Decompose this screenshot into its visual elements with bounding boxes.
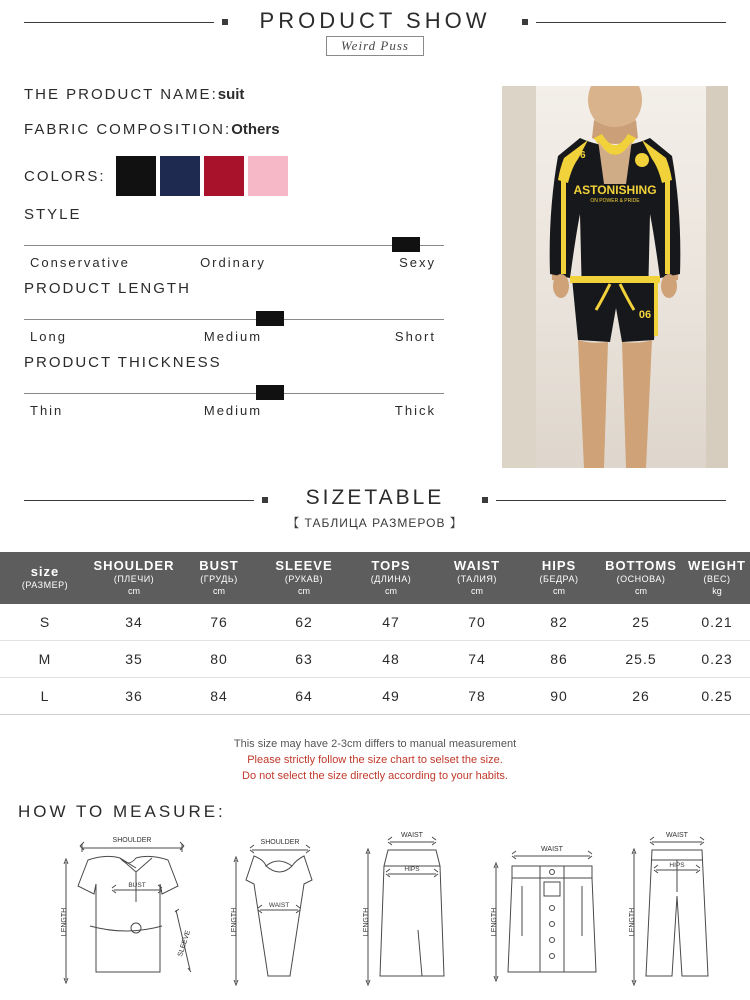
cell-bust: 76 [178,604,260,641]
col-bust-ru: (ГРУДЬ) [200,574,238,585]
cell-sleeve: 62 [260,604,348,641]
svg-text:WAIST: WAIST [268,902,290,909]
cell-bust: 84 [178,677,260,714]
fabric-value: Others [231,121,280,138]
col-hips [520,552,598,604]
col-hips-unit: cm [553,585,565,596]
how-to-measure-figures [0,826,750,998]
measure-figure-shirt [52,826,202,996]
color-swatch-pink[interactable] [248,156,288,196]
color-swatch-black[interactable] [116,156,156,196]
cell-sleeve: 64 [260,677,348,714]
product-spec-list [24,86,494,428]
col-size-ru: (РАЗМЕР) [21,579,69,590]
svg-text:ASTONISHING: ASTONISHING [573,183,657,197]
cell-size: M [0,640,90,677]
style-scale-bar [24,227,444,253]
length-option-0[interactable]: Long [30,329,67,344]
length-option-1[interactable]: Medium [203,329,263,344]
col-bust-unit: cm [213,585,225,596]
svg-text:ON POWER & PRIDE: ON POWER & PRIDE [590,198,640,204]
col-weight-ru: (ВЕС) [703,574,731,585]
col-weight [684,552,750,604]
cell-shoulder: 35 [90,640,178,677]
page-header [0,0,750,66]
col-shoulder-ru: (ПЛЕЧИ) [113,574,155,585]
cell-hips: 90 [520,677,598,714]
cell-weight: 0.25 [684,677,750,714]
color-swatch-red[interactable] [204,156,244,196]
col-shoulder [90,552,178,604]
model-illustration [502,86,728,468]
page-title: PRODUCT SHOW [259,8,491,33]
style-option-0[interactable]: Conservative [30,255,130,270]
cell-weight: 0.23 [684,640,750,677]
length-option-2[interactable]: Short [394,329,436,344]
cell-shoulder: 34 [90,604,178,641]
length-scale-line [24,319,444,320]
col-waist [434,552,520,604]
table-row [0,640,750,677]
col-waist-unit: cm [471,585,483,596]
note-follow-chart: Please strictly follow the size chart to selset the size. [247,754,503,766]
color-swatches [116,156,288,196]
cell-size: L [0,677,90,714]
colors-row [24,156,494,196]
cell-tops: 47 [348,604,434,641]
style-scale-marker [392,237,420,252]
brand-badge [0,36,750,56]
thickness-scale-line [24,393,444,394]
col-sleeve-ru: (РУКАВ) [284,574,324,585]
thickness-scale-marker [256,385,284,400]
size-table [0,552,750,715]
thickness-scale-bar [24,375,444,401]
col-tops-ru: (ДЛИНА) [370,574,412,585]
col-waist-ru: (ТАЛИЯ) [457,574,497,585]
svg-text:LENGTH: LENGTH [231,907,238,937]
table-row [0,677,750,714]
style-scale [24,206,494,270]
col-sleeve [260,552,348,604]
svg-text:LENGTH: LENGTH [629,907,636,937]
note-not-habits: Do not select the size directly according to your habits. [242,769,508,782]
how-to-measure-title: HOW TO MEASURE: [18,802,226,821]
product-name-label: THE PRODUCT NAME: [24,86,218,103]
length-scale-bar [24,301,444,327]
col-size [0,552,90,604]
sizetable-title: SIZETABLE [305,486,445,509]
sizetable-header [0,478,750,534]
cell-waist: 78 [434,677,520,714]
svg-text:SLEEVE: SLEEVE [177,929,193,958]
svg-text:LENGTH: LENGTH [363,907,370,937]
cell-waist: 70 [434,604,520,641]
measure-figure-dress [212,826,342,996]
cell-bust: 80 [178,640,260,677]
col-bottoms-ru: (ОСНОВА) [616,574,666,585]
product-photo[interactable] [502,86,728,468]
product-name-row [24,86,494,103]
fabric-label: FABRIC COMPOSITION: [24,121,232,138]
brand-label: Weird Puss [326,36,424,56]
col-hips-en: HIPS [541,558,577,573]
col-sleeve-unit: cm [298,585,310,596]
col-shoulder-unit: cm [128,585,140,596]
size-notes [0,738,750,785]
col-bottoms [598,552,684,604]
svg-text:LENGTH: LENGTH [61,907,68,937]
svg-text:HIPS: HIPS [669,862,685,869]
table-header-row [0,552,750,604]
col-bust [178,552,260,604]
col-shoulder-en: SHOULDER [93,558,175,573]
style-scale-title: STYLE [24,206,82,223]
col-size-en: size [30,563,60,579]
cell-waist: 74 [434,640,520,677]
col-sleeve-en: SLEEVE [275,558,333,573]
style-scale-line [24,245,444,246]
svg-text:WAIST: WAIST [541,846,563,853]
colors-label: COLORS: [24,167,106,185]
svg-text:SHOULDER: SHOULDER [112,837,152,844]
svg-text:HIPS: HIPS [404,866,420,873]
style-option-2[interactable]: Sexy [399,255,436,270]
product-name-value: suit [217,86,245,103]
thickness-option-0[interactable]: Thin [30,403,64,418]
col-waist-en: WAIST [453,558,501,573]
measure-figure-skirt-long [348,826,468,996]
note-measurement-tolerance: This size may have 2-3cm differs to manual measurement [233,738,517,750]
sizetable-subtitle: 【 ТАБЛИЦА РАЗМЕРОВ 】 [287,516,463,530]
thickness-option-1[interactable]: Medium [203,403,263,418]
cell-size: S [0,604,90,641]
length-scale-labels [24,329,454,344]
col-bottoms-en: BOTTOMS [605,558,677,573]
svg-text:06: 06 [574,150,586,161]
style-option-1[interactable]: Ordinary [200,255,266,270]
cell-bottoms: 25.5 [598,640,684,677]
col-tops-unit: cm [385,585,397,596]
cell-bottoms: 25 [598,604,684,641]
col-hips-ru: (БЕДРА) [539,574,579,585]
col-bottoms-unit: cm [635,585,647,596]
cell-shoulder: 36 [90,677,178,714]
color-swatch-navy[interactable] [160,156,200,196]
cell-hips: 86 [520,640,598,677]
col-bust-en: BUST [199,558,239,573]
cell-bottoms: 26 [598,677,684,714]
svg-text:BUST: BUST [128,882,146,889]
measure-figure-pants [622,826,732,996]
col-tops-en: TOPS [371,558,411,573]
svg-text:WAIST: WAIST [401,832,423,839]
cell-weight: 0.21 [684,604,750,641]
svg-text:06: 06 [638,309,652,321]
svg-text:LENGTH: LENGTH [491,907,498,937]
thickness-scale-labels [24,403,454,418]
svg-text:WAIST: WAIST [666,832,688,839]
svg-text:SHOULDER: SHOULDER [260,839,300,846]
fabric-composition-row [24,121,494,138]
thickness-option-2[interactable]: Thick [394,403,436,418]
cell-sleeve: 63 [260,640,348,677]
col-tops [348,552,434,604]
style-scale-labels [24,255,454,270]
length-scale-title: PRODUCT LENGTH [24,280,191,297]
measure-figure-skirt-short [478,826,618,996]
length-scale [24,280,494,344]
col-weight-en: WEIGHT [688,558,746,573]
thickness-scale-title: PRODUCT THICKNESS [24,354,222,371]
thickness-scale [24,354,494,418]
length-scale-marker [256,311,284,326]
cell-tops: 49 [348,677,434,714]
size-table-body [0,604,750,715]
cell-tops: 48 [348,640,434,677]
col-weight-unit: kg [712,585,722,596]
cell-hips: 82 [520,604,598,641]
table-row [0,604,750,641]
size-table-head [0,552,750,604]
